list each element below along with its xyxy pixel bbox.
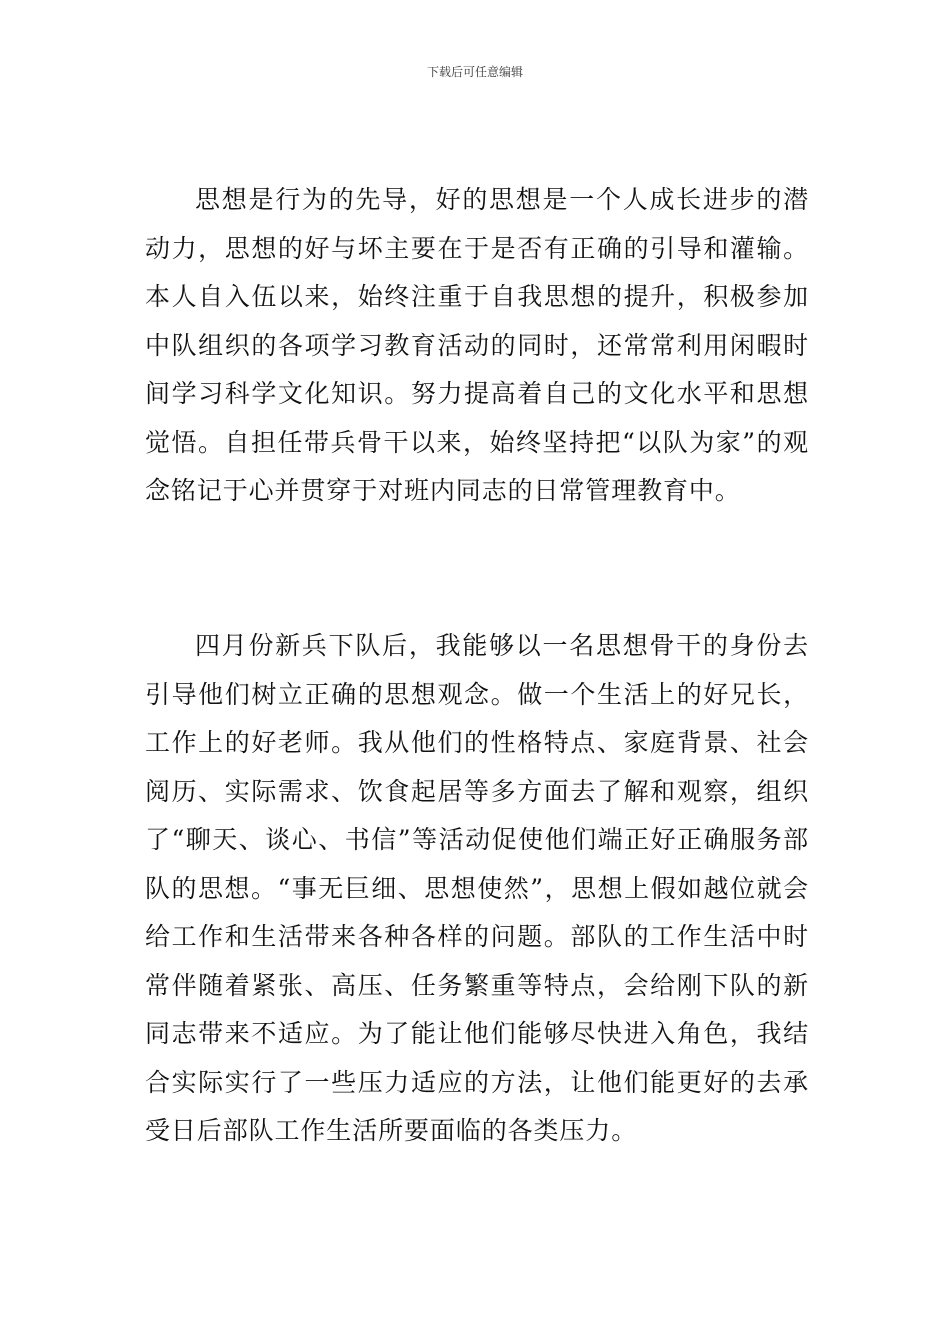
body-paragraph-1: 思想是行为的先导，好的思想是一个人成长进步的潜动力，思想的好与坏主要在于是否有正确的引导和灌输。本人自入伍以来，始终注重于自我思想的提升，积极参加中队组织的各项学习教育活动的同时，还常常利用闲暇时间学习科学文化知识。努力提高着自己的文化水平和思想觉悟。自担任带兵骨干以来，始终坚持把“以队为家”的观念铭记于心并贯穿于对班内同志的日常管理教育中。 xyxy=(145,185,809,505)
body-paragraph-2: 四月份新兵下队后，我能够以一名思想骨干的身份去引导他们树立正确的思想观念。做一个生活上的好兄长，工作上的好老师。我从他们的性格特点、家庭背景、社会阅历、实际需求、饮食起居等多方面去了解和观察，组织了“聊天、谈心、书信”等活动促使他们端正好正确服务部队的思想。“事无巨细、思想使然”，思想上假如越位就会给工作和生活带来各种各样的问题。部队的工作生活中时常伴随着紧张、高压、任务繁重等特点，会给刚下队的新同志带来不适应。为了能让他们能够尽快进入角色，我结合实际实行了一些压力适应的方法，让他们能更好的去承受日后部队工作生活所要面临的各类压力。 xyxy=(145,631,809,1145)
page-header-note: 下载后可任意编辑 xyxy=(426,65,523,79)
